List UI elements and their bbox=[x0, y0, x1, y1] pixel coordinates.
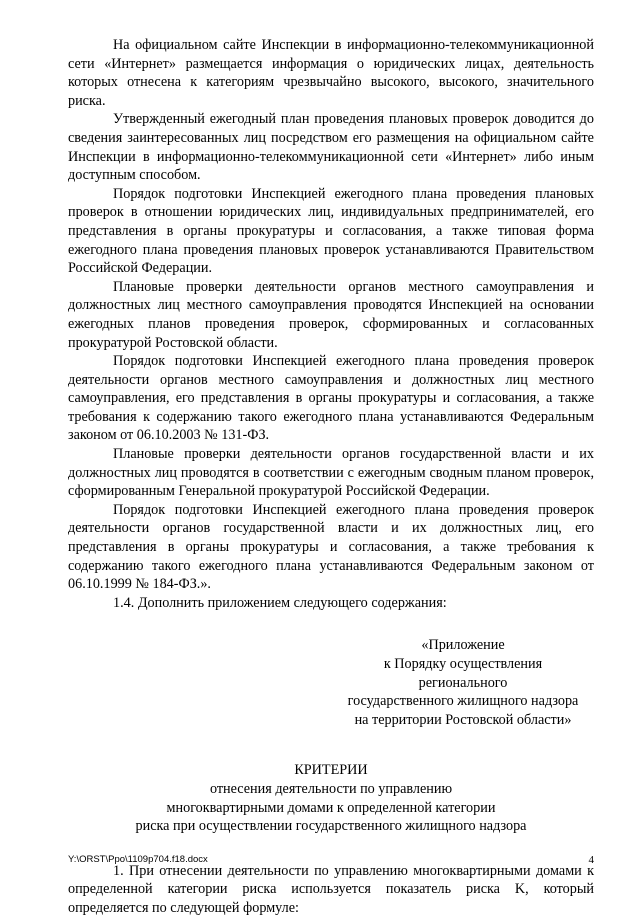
criteria-title-block bbox=[68, 761, 594, 835]
document-body bbox=[68, 36, 594, 918]
paragraph: Плановые проверки деятельности органов государственной власти и их должностных лиц проводятся в соответствии с ежегодным сводным планом проверок, сформированным Генеральной прокуратурой Российской Федерации. bbox=[68, 446, 594, 500]
file-path: Y:\ORST\Ppo\1109p704.f18.docx bbox=[68, 854, 208, 865]
paragraph-amendment: 1.4. Дополнить приложением следующего содержания: bbox=[113, 594, 447, 611]
paragraph: Порядок подготовки Инспекцией ежегодного плана проведения проверок деятельности органов местного самоуправления и должностных лиц местного самоуправления, его представления в органы прокуратуры и согласования, а также требования к содержанию такого ежегодного плана устанавливаются Федеральным законом от 06.10.2003 № 131-ФЗ. bbox=[68, 353, 594, 444]
criteria-subtitle: риска при осуществлении государственного жилищного надзора bbox=[135, 818, 527, 835]
paragraph: Утвержденный ежегодный план проведения плановых проверок доводится до сведения заинтересованных лиц посредством его размещения на официальном сайте Инспекции в информационно-телекоммуникационной сети «Интернет» либо иным доступным способом. bbox=[68, 111, 594, 184]
annex-line: на территории Ростовской области» bbox=[354, 711, 572, 728]
paragraph: Порядок подготовки Инспекцией ежегодного плана проведения проверок деятельности органов государственной власти и их должностных лиц, его представления в органы прокуратуры и согласования, а также требования к содержанию такого ежегодного плана устанавливаются Федеральным законом от 06.10.1999 № 184-ФЗ.». bbox=[68, 501, 594, 593]
page-number: 4 bbox=[588, 854, 594, 866]
paragraph: Порядок подготовки Инспекцией ежегодного плана проведения плановых проверок в отношении юридических лиц, индивидуальных предпринимателей, его представления в органы прокуратуры и согласования, а также типовая форма ежегодного плана проведения плановых проверок устанавливаются Правительством Российской Федерации. bbox=[68, 185, 594, 277]
annex-line: регионального bbox=[418, 674, 508, 691]
paragraph: Плановые проверки деятельности органов местного самоуправления и должностных лиц местного самоуправления проводятся Инспекцией на основании ежегодных планов проведения проверок, сформированных и согласованных прокуратурой Ростовской области. bbox=[68, 278, 594, 351]
annex-line: к Порядку осуществления bbox=[383, 656, 543, 672]
paragraph-criteria-1: 1. При отнесении деятельности по управлению многоквартирными домами к определенной категории риска используется показатель риска K, который определяется по следующей формуле: bbox=[68, 862, 594, 916]
annex-line: государственного жилищного надзора bbox=[347, 693, 579, 710]
paragraph: На официальном сайте Инспекции в информационно-телекоммуникационной сети «Интернет» размещается информация о юридических лицах, деятельность которых отнесена к категориям чрезвычайно высокого, высокого, значительного риска. bbox=[68, 37, 594, 109]
criteria-subtitle: многоквартирными домами к определенной категории bbox=[166, 799, 496, 816]
criteria-subtitle: отнесения деятельности по управлению bbox=[209, 780, 453, 797]
annex-line: «Приложение bbox=[421, 637, 505, 654]
annex-header bbox=[323, 636, 603, 729]
criteria-title: КРИТЕРИИ bbox=[294, 762, 368, 779]
page-footer bbox=[68, 854, 594, 865]
